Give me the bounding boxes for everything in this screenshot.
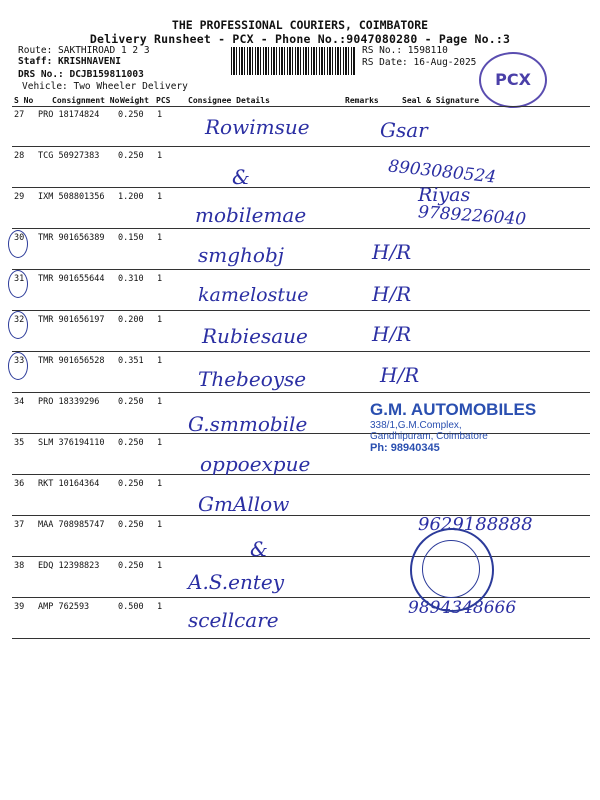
circle-mark [8,311,28,339]
cell-sno: 31 [14,274,25,284]
handwritten-name: Thebeoyse [198,367,307,391]
row-divider [12,556,590,557]
circle-mark [8,270,28,298]
cell-sno: 35 [14,438,25,448]
handwritten-name: GmAllow [198,492,290,516]
rs-number: RS No.: 1598110 [362,45,448,56]
col-consignee: Consignee Details [188,96,270,105]
cell-sno: 27 [14,110,25,120]
handwritten-name: kamelostue [198,284,309,306]
cell-consignment: TCG 50927383 [38,151,100,161]
cell-consignment: PRO 18339296 [38,397,100,407]
vehicle: Vehicle: Two Wheeler Delivery [22,81,188,92]
cell-sno: 34 [14,397,25,407]
rs-date: RS Date: 16-Aug-2025 [362,57,477,68]
runsheet-title: Delivery Runsheet - PCX - Phone No.:9047080280 - Page No.:3 [89,32,511,46]
cell-pcs: 1 [157,233,163,243]
row-divider [12,351,590,352]
handwritten-name: A.S.entey [188,570,285,594]
cell-consignment: SLM 376194110 [38,438,105,448]
shop-stamp [370,400,536,454]
cell-weight: 0.351 [118,356,144,366]
col-remarks: Remarks [345,96,379,105]
cell-consignment: RKT 10164364 [38,479,100,489]
handwritten-remark: H/R [372,322,412,346]
handwritten-name: & [250,537,268,561]
cell-pcs: 1 [157,438,163,448]
row-divider [12,146,590,147]
row-divider [12,392,590,393]
cell-pcs: 1 [157,192,163,202]
cell-pcs: 1 [157,151,163,161]
cell-sno: 36 [14,479,25,489]
handwritten-remark: H/R [372,240,412,264]
cell-consignment: TMR 901656389 [38,233,105,243]
handwritten-phone: 9629188888 [418,514,533,535]
handwritten-name: scellcare [188,608,279,632]
cell-pcs: 1 [157,356,163,366]
cell-sno: 38 [14,561,25,571]
cell-consignment: PRO 18174824 [38,110,100,120]
shop-stamp-city: Gandhipuram, Coimbatore [370,431,488,442]
cell-weight: 0.250 [118,561,144,571]
cell-sno: 33 [14,356,25,366]
handwritten-phone: 8903080524 [387,156,497,188]
cell-pcs: 1 [157,110,163,120]
handwritten-name: Rowimsue [205,115,310,139]
cell-pcs: 1 [157,602,163,612]
handwritten-name: G.smmobile [188,412,308,436]
cell-weight: 0.250 [118,479,144,489]
col-sno: S No [14,96,34,105]
cell-weight: 0.250 [118,438,144,448]
circle-mark [8,352,28,380]
handwritten-signature: Riyas [418,184,471,206]
cell-consignment: IXM 508801356 [38,192,105,202]
cell-sno: 39 [14,602,25,612]
cell-weight: 0.250 [118,520,144,530]
circle-mark [8,230,28,258]
cell-sno: 29 [14,192,25,202]
handwritten-signature: Gsar [380,118,428,142]
cell-weight: 0.150 [118,233,144,243]
cell-pcs: 1 [157,397,163,407]
cell-consignment: TMR 901655644 [38,274,105,284]
round-seal [410,528,494,612]
handwritten-remark: H/R [380,363,420,387]
cell-consignment: TMR 901656197 [38,315,105,325]
company-name: THE PROFESSIONAL COURIERS, COIMBATORE [171,18,429,32]
barcode [231,47,356,75]
handwritten-name: & [232,165,250,189]
cell-sno: 30 [14,233,25,243]
drs-number: DRS No.: DCJB159811003 [18,69,144,80]
row-divider [12,187,590,188]
header-divider [12,106,590,107]
cell-pcs: 1 [157,520,163,530]
cell-weight: 0.200 [118,315,144,325]
cell-sno: 37 [14,520,25,530]
cell-weight: 0.250 [118,110,144,120]
col-pcs: PCS [156,96,171,105]
handwritten-phone: 9789226040 [417,202,527,230]
cell-pcs: 1 [157,274,163,284]
cell-pcs: 1 [157,479,163,489]
cell-weight: 0.500 [118,602,144,612]
cell-sno: 32 [14,315,25,325]
cell-consignment: AMP 762593 [38,602,90,612]
handwritten-name: Rubiesaue [202,324,308,348]
cell-weight: 0.250 [118,151,144,161]
col-weight: Weight [120,96,149,105]
col-seal: Seal & Signature [402,96,480,105]
cell-consignment: TMR 901656528 [38,356,105,366]
pcx-stamp: PCX [479,52,547,108]
handwritten-name: oppoexpue [200,452,311,476]
col-consignment: Consignment No [52,96,120,105]
row-divider [12,310,590,311]
handwritten-name: smghobj [198,243,284,267]
shop-stamp-phone: Ph: 98940345 [370,442,440,454]
shop-stamp-name: G.M. AUTOMOBILES [370,400,537,419]
row-divider [12,638,590,639]
route: Route: SAKTHIROAD 1 2 3 [18,45,150,56]
handwritten-phone: 9894348666 [408,598,517,618]
cell-weight: 1.200 [118,192,144,202]
shop-stamp-address: 338/1,G.M.Complex, [370,420,462,431]
cell-consignment: EDQ 12398823 [38,561,100,571]
row-divider [12,269,590,270]
cell-sno: 28 [14,151,25,161]
cell-weight: 0.250 [118,397,144,407]
cell-consignment: MAA 708985747 [38,520,105,530]
cell-weight: 0.310 [118,274,144,284]
staff: Staff: KRISHNAVENI [18,56,121,67]
cell-pcs: 1 [157,561,163,571]
handwritten-remark: H/R [372,282,412,306]
cell-pcs: 1 [157,315,163,325]
handwritten-name: mobilemae [195,203,307,227]
